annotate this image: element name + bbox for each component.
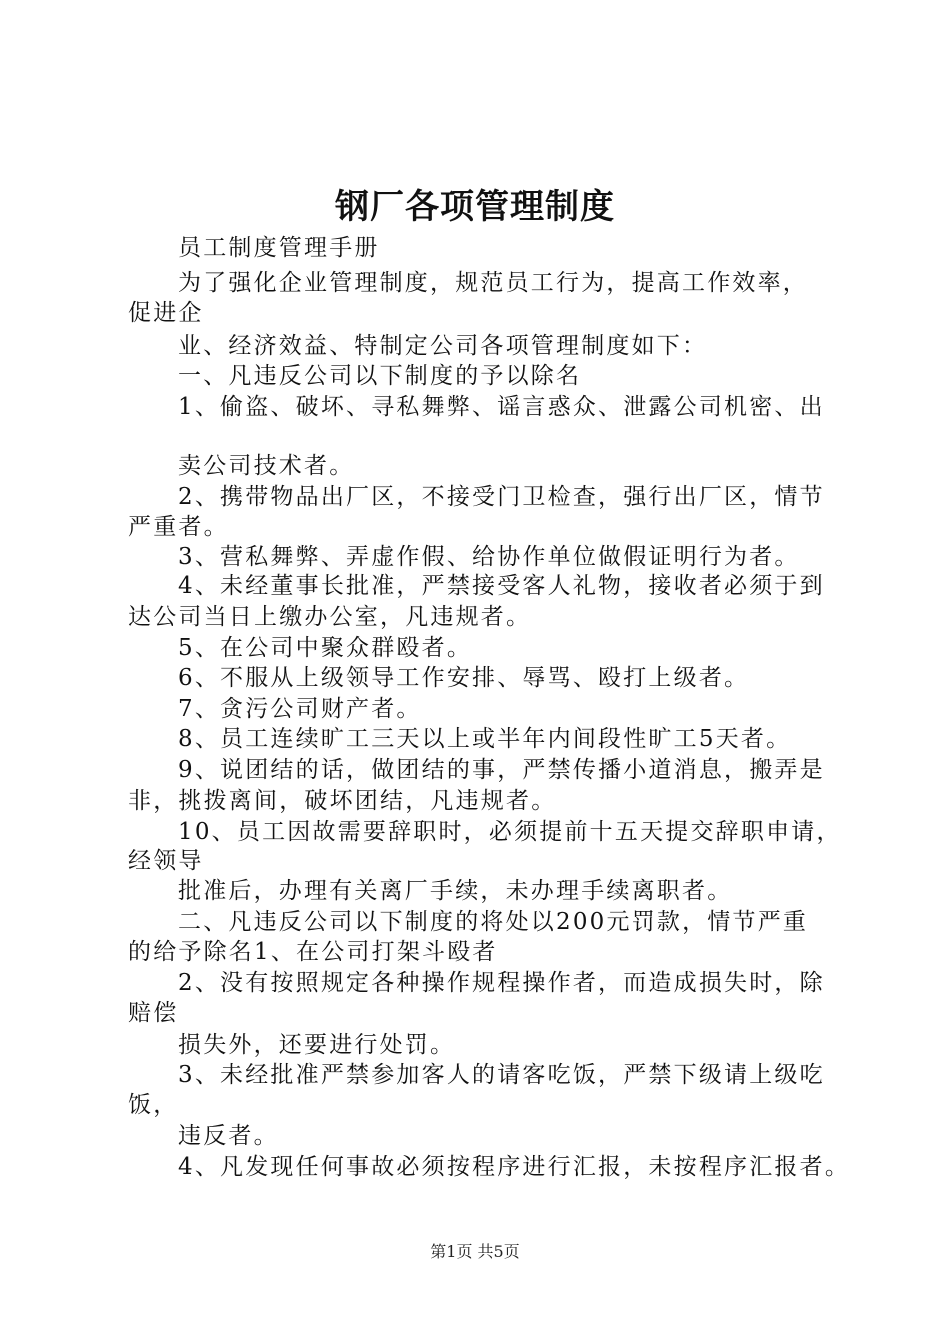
intro-line: 促进企 [128,300,204,326]
rule-item: 2、携带物品出厂区，不接受门卫检查，强行出厂区，情节 [178,484,825,510]
rule-item: 非，挑拨离间，破坏团结，凡违规者。 [128,788,557,814]
intro-line: 业、经济效益、特制定公司各项管理制度如下： [178,333,708,359]
rule-item: 的给予除名1、在公司打架斗殴者 [128,939,498,965]
intro-line: 为了强化企业管理制度，规范员工行为，提高工作效率， [178,270,808,296]
rule-item: 违反者。 [178,1123,279,1149]
rule-item: 8、员工连续旷工三天以上或半年内间段性旷工5天者。 [178,726,792,752]
section-heading: 二、凡违反公司以下制度的将处以200元罚款，情节严重 [178,909,809,935]
document-title: 钢厂各项管理制度 [335,187,615,227]
rule-item: 饭， [128,1092,179,1118]
rule-item: 9、说团结的话，做团结的事，严禁传播小道消息，搬弄是 [178,757,825,783]
handbook-heading: 员工制度管理手册 [178,235,380,261]
page-number: 第1页 共5页 [430,1242,520,1261]
rule-item: 6、不服从上级领导工作安排、辱骂、殴打上级者。 [178,665,750,691]
rule-item: 达公司当日上缴办公室，凡违规者。 [128,604,532,630]
rule-item: 严重者。 [128,514,229,540]
rule-item: 经领导 [128,848,204,874]
rule-item: 3、未经批准严禁参加客人的请客吃饭，严禁下级请上级吃 [178,1062,825,1088]
rule-item: 赔偿 [128,1000,179,1026]
section-heading: 一、凡违反公司以下制度的予以除名 [178,363,582,389]
rule-item: 7、贪污公司财产者。 [178,696,422,722]
rule-item: 损失外，还要进行处罚。 [178,1032,456,1058]
rule-item: 3、营私舞弊、弄虚作假、给协作单位做假证明行为者。 [178,544,800,570]
rule-item: 5、在公司中聚众群殴者。 [178,635,473,661]
rule-item: 4、凡发现任何事故必须按程序进行汇报，未按程序汇报者。 [178,1154,851,1180]
rule-item: 10、员工因故需要辞职时，必须提前十五天提交辞职申请， [178,819,842,845]
rule-item: 2、没有按照规定各种操作规程操作者，而造成损失时，除 [178,970,825,996]
rule-item: 1、偷盗、破坏、寻私舞弊、谣言惑众、泄露公司机密、出 [178,394,825,420]
rule-item: 批准后，办理有关离厂手续，未办理手续离职者。 [178,878,733,904]
rule-item: 卖公司技术者。 [178,453,355,479]
rule-item: 4、未经董事长批准，严禁接受客人礼物，接收者必须于到 [178,573,825,599]
